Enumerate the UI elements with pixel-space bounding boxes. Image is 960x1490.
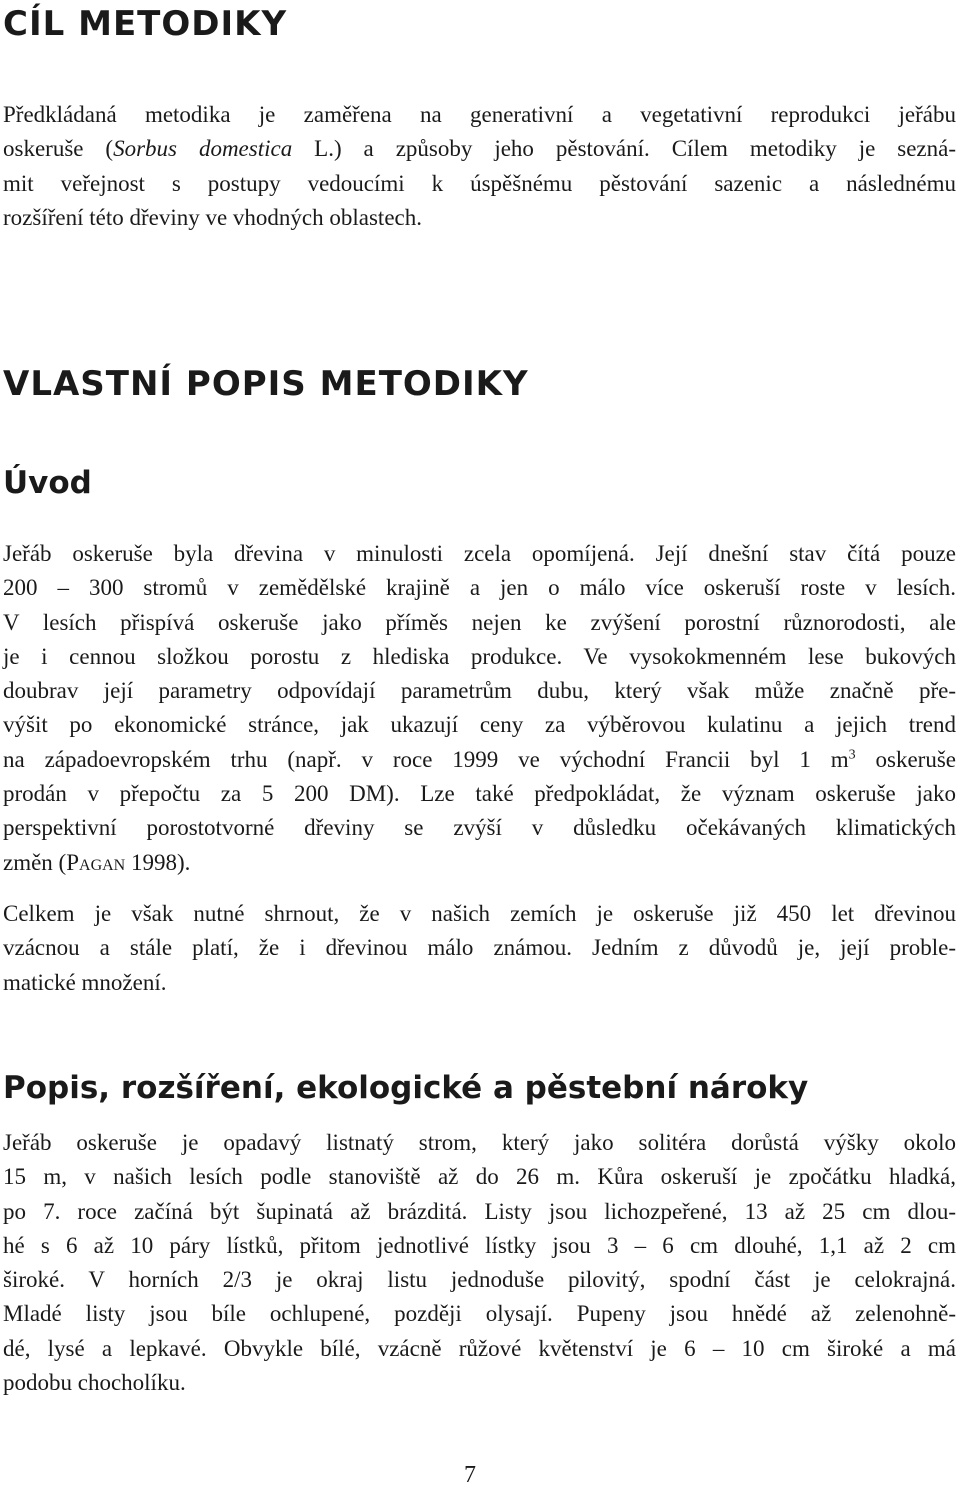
text-line: prodán v přepočtu za 5 200 DM). Lze také předpokládat, že význam oskeruše jako xyxy=(3,781,956,807)
text-line: široké. V horních 2/3 je okraj listu jednoduše pilovitý, spodní část je celokrajná. xyxy=(3,1267,956,1293)
text-line: Jeřáb oskeruše byla dřevina v minulosti zcela opomíjená. Její dnešní stav čítá pouze xyxy=(3,541,956,566)
author-name: Pagan xyxy=(66,849,126,875)
text-line: na západoevropském trhu (např. v roce 1999 ve východní Francii byl 1 $m^3$ oskeruše xyxy=(3,746,957,772)
text-line: matické množení. xyxy=(3,969,167,995)
paragraph-ecology xyxy=(3,1126,956,1400)
heading-intro: Úvod xyxy=(3,465,92,501)
page-number: 7 xyxy=(464,1462,476,1488)
text-line: hé s 6 až 10 páry lístků, přitom jednotlivé lístky jsou 3 – 6 cm dlouhé, 1,1 až 2 cm xyxy=(3,1232,956,1258)
text-line: perspektivní porostotvorné dřeviny se zvýší v důsledku očekávaných klimatických xyxy=(3,815,956,841)
text-line: Mladé listy jsou bíle ochlupené, později olysají. Pupeny jsou hnědé až zelenohně- xyxy=(3,1301,956,1327)
text-line: V lesích přispívá oskeruše jako příměs nejen ke zvýšení porostní různorodosti, ale xyxy=(3,609,956,635)
text-line: podobu chocholíku. xyxy=(3,1370,186,1396)
text-line: dé, lysé a lepkavé. Obvykle bílé, vzácně růžové květenství je 6 – 10 cm široké a má xyxy=(3,1335,956,1361)
paragraph-intro xyxy=(3,537,956,880)
paragraph-summary xyxy=(3,897,956,1000)
text-line: 200 – 300 stromů v zemědělské krajině a jen o málo více oskeruší roste v lesích. xyxy=(3,575,956,601)
text-line: rozšíření této dřeviny ve vhodných oblastech. xyxy=(3,204,422,230)
text-line: výšit po ekonomické stránce, jak ukazují ceny za výběrovou kulatinu a jejich trend xyxy=(3,712,956,738)
heading-method-description: VLASTNÍ POPIS METODIKY xyxy=(3,364,529,404)
text-line: Jeřáb oskeruše je opadavý listnatý strom, který jako solitéra dorůstá výšky okolo xyxy=(3,1130,956,1155)
text-line: Předkládaná metodika je zaměřena na generativní a vegetativní reprodukci jeřábu xyxy=(3,102,956,127)
text-line: mit veřejnost s postupy vedoucími k úspěšnému pěstování sazenic a následnému xyxy=(3,170,956,196)
text-line: Celkem je však nutné shrnout, že v našich zemích je oskeruše již 450 let dřevinou xyxy=(3,901,956,926)
heading-goal: CÍL METODIKY xyxy=(3,4,288,44)
latin-name: Sorbus domestica xyxy=(113,136,293,162)
text-line: je i cennou složkou porostu z hlediska produkce. Ve vysokokmenném lese bukových xyxy=(3,643,956,669)
paragraph-goal xyxy=(3,98,956,235)
text-line: vzácnou a stále platí, že i dřevinou málo známou. Jedním z důvodů je, její proble- xyxy=(3,935,956,961)
text-line: 15 m, v našich lesích podle stanoviště až do 26 m. Kůra oskeruší je zpočátku hladká, xyxy=(3,1164,956,1190)
text-line: doubrav její parametry odpovídají parametrům dubu, který však může značně pře- xyxy=(3,678,956,704)
text-line: po 7. roce začíná být šupinatá až brázditá. Listy jsou lichozpeřené, 13 až 25 cm dlou- xyxy=(3,1198,956,1224)
text-line: oskeruše (Sorbus domestica L.) a způsoby jeho pěstování. Cílem metodiky je sezná- xyxy=(3,136,956,162)
superscript: 3 xyxy=(848,747,856,763)
text-line: změn (Pagan 1998). xyxy=(3,849,191,875)
heading-ecology: Popis, rozšíření, ekologické a pěstební nároky xyxy=(3,1070,809,1106)
